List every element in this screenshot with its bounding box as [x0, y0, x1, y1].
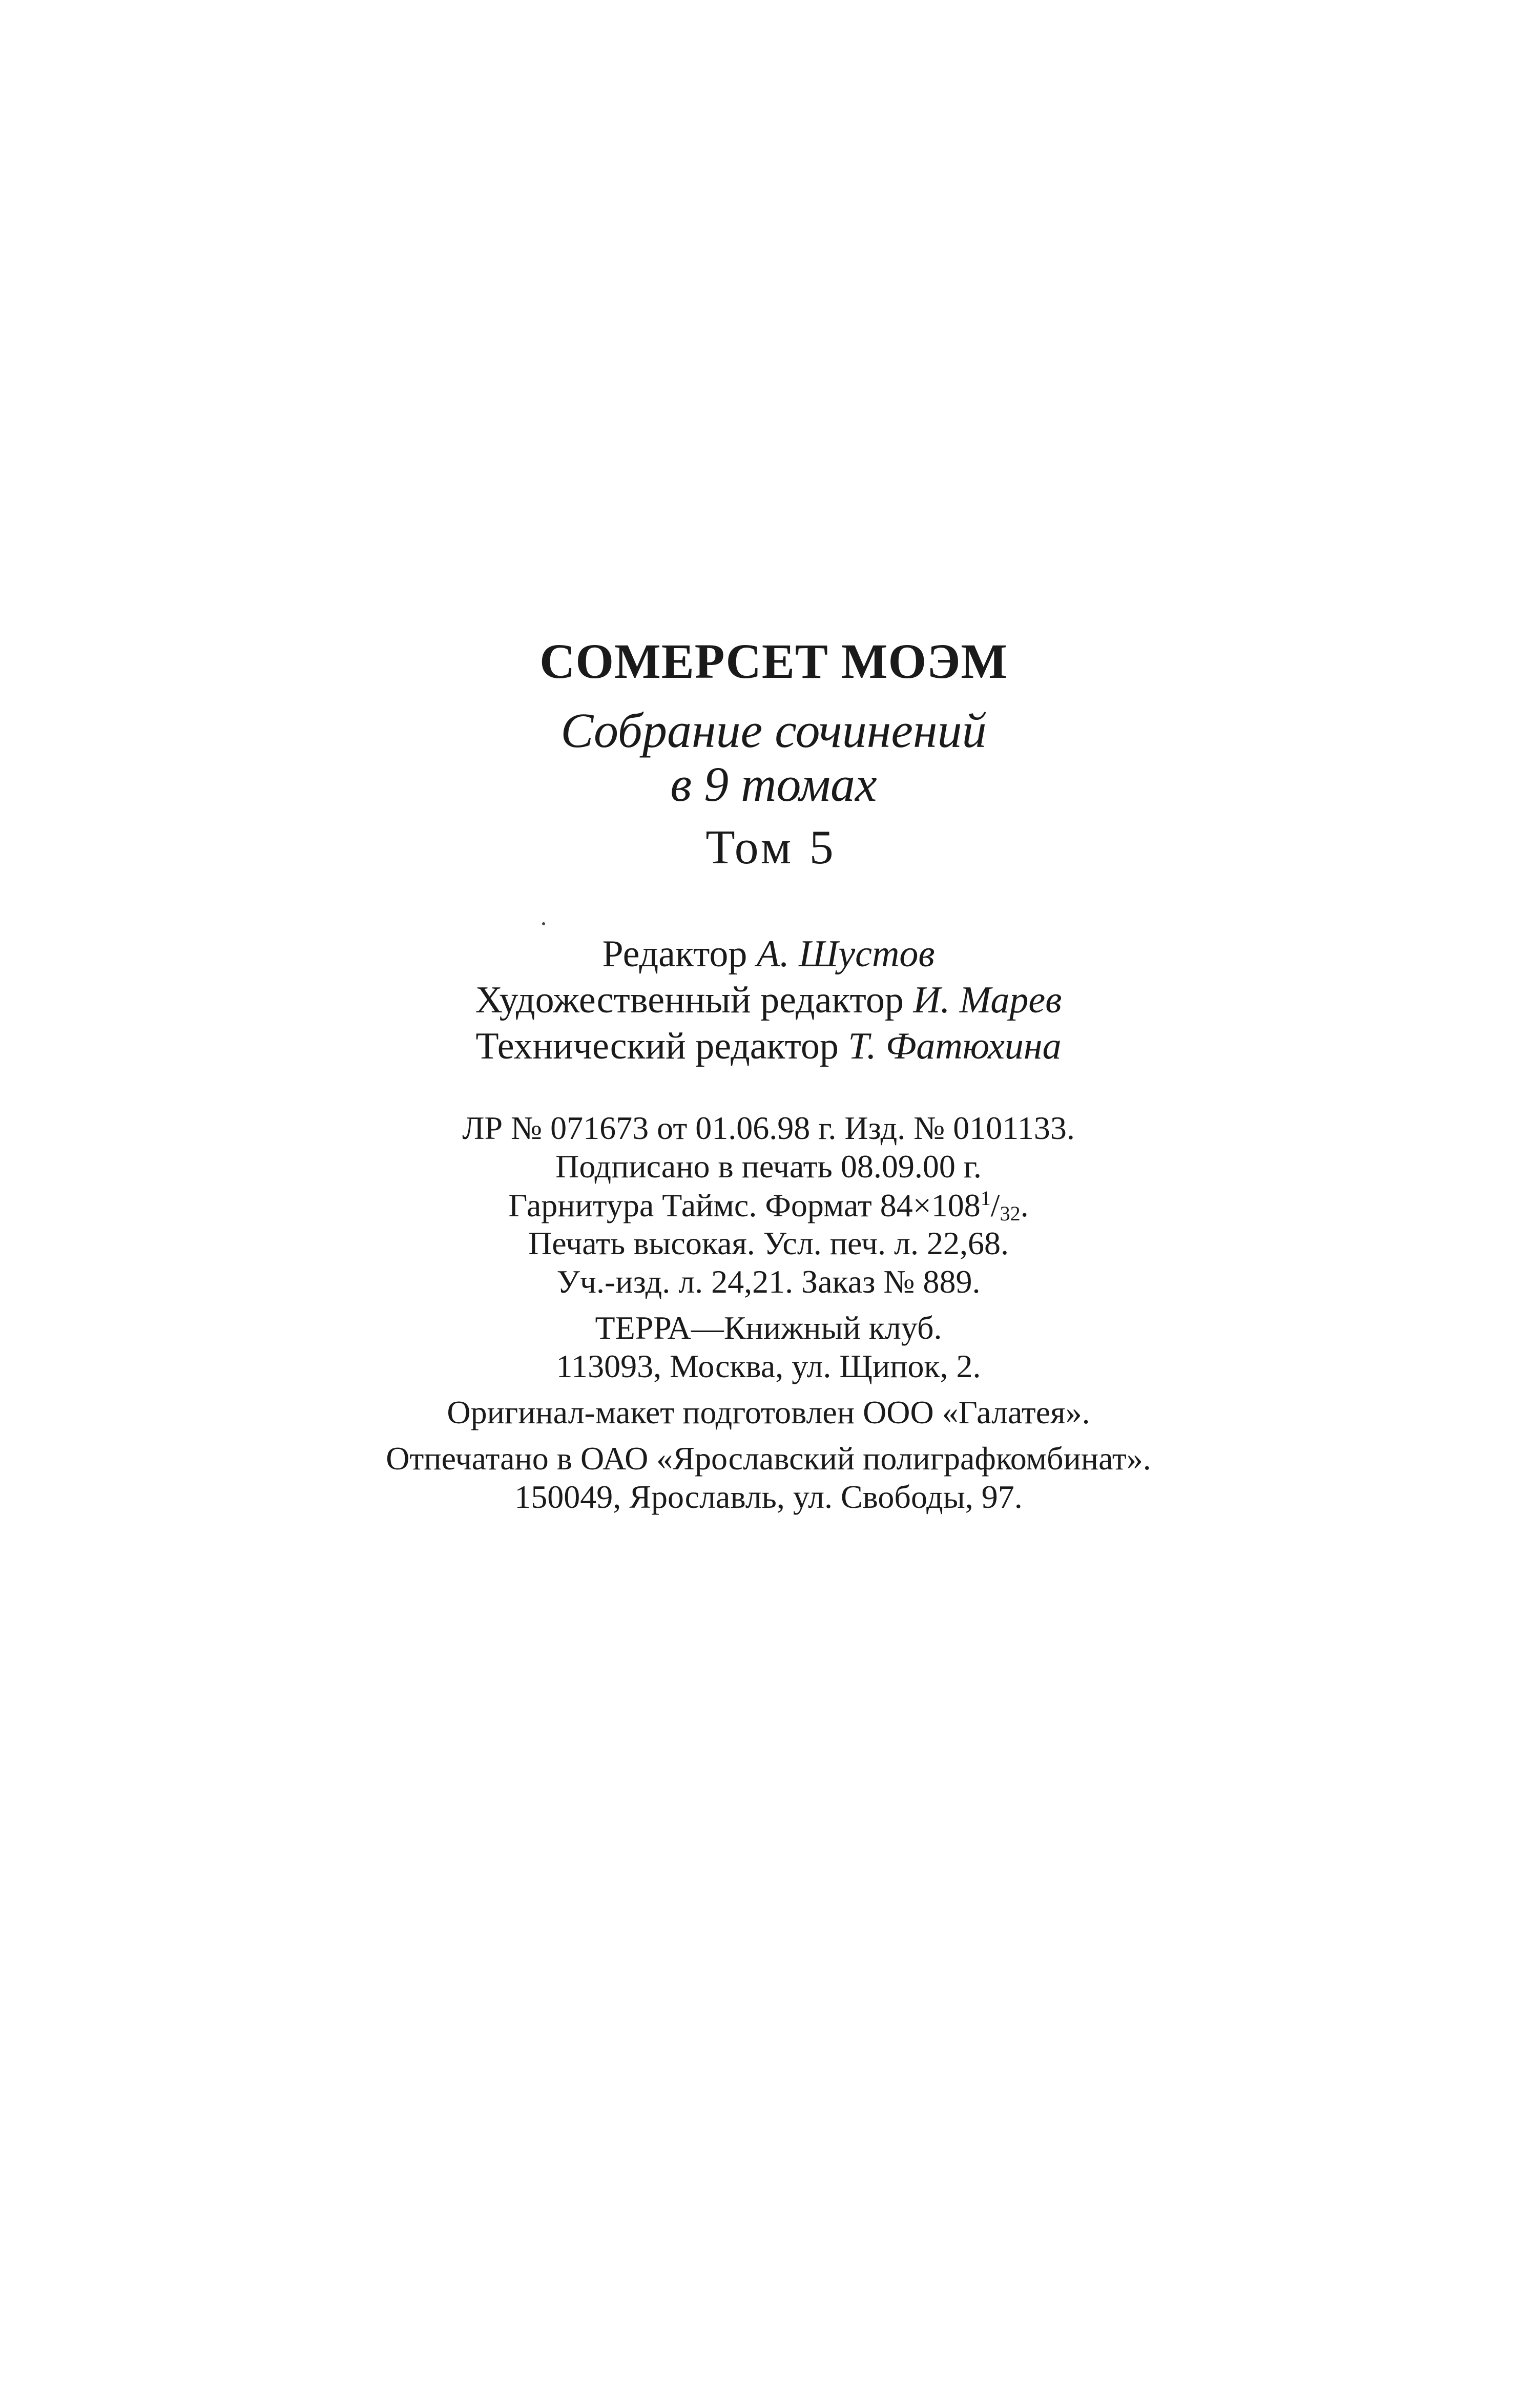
publisher-address: 113093, Москва, ул. Щипок, 2.: [556, 1348, 981, 1384]
order-line: Уч.-изд. л. 24,21. Заказ № 889.: [556, 1263, 981, 1300]
format-text: Гарнитура Таймс. Формат 84×108: [508, 1187, 981, 1223]
publisher-name: ТЕРРА—Книжный клуб.: [595, 1310, 942, 1346]
volume-number: Том 5: [705, 821, 837, 874]
author-name: СОМЕРСЕТ МОЭМ: [539, 634, 1008, 689]
collection-title-line-1: Собрание сочинений: [560, 703, 987, 758]
printer-name: Отпечатано в ОАО «Ярославский полиграфкомбинат».: [386, 1440, 1151, 1477]
credit-art-editor: [0, 979, 1537, 1022]
signed-line: Подписано в печать 08.09.00 г.: [555, 1148, 982, 1185]
credit-role: Художественный редактор: [475, 979, 904, 1021]
format-suffix: .: [1020, 1187, 1029, 1223]
format-numerator: 1: [980, 1187, 991, 1210]
format-denominator: 32: [1000, 1202, 1021, 1225]
credit-editor: [0, 932, 1537, 976]
format-line: Гарнитура Таймс. Формат $84\times 108^1/_{32}$.: [508, 1187, 1029, 1225]
layout-credit: Оригинал-макет подготовлен ООО «Галатея».: [447, 1394, 1090, 1430]
print-line: Печать высокая. Усл. печ. л. 22,68.: [528, 1225, 1009, 1261]
collection-title-line-2: в 9 томах: [670, 757, 877, 812]
credit-name: А. Шустов: [756, 933, 935, 975]
credit-role: Редактор: [602, 933, 747, 975]
print-speck: [542, 922, 545, 925]
printer-address: 150049, Ярославль, ул. Свободы, 97.: [514, 1479, 1023, 1515]
license-line: ЛР № 071673 от 01.06.98 г. Изд. № 0101133.: [462, 1110, 1075, 1146]
credit-name: И. Марев: [913, 979, 1062, 1021]
credit-technical-editor: [0, 1025, 1537, 1068]
credit-name: Т. Фатюхина: [848, 1025, 1062, 1067]
credit-role: Технический редактор: [475, 1025, 839, 1067]
